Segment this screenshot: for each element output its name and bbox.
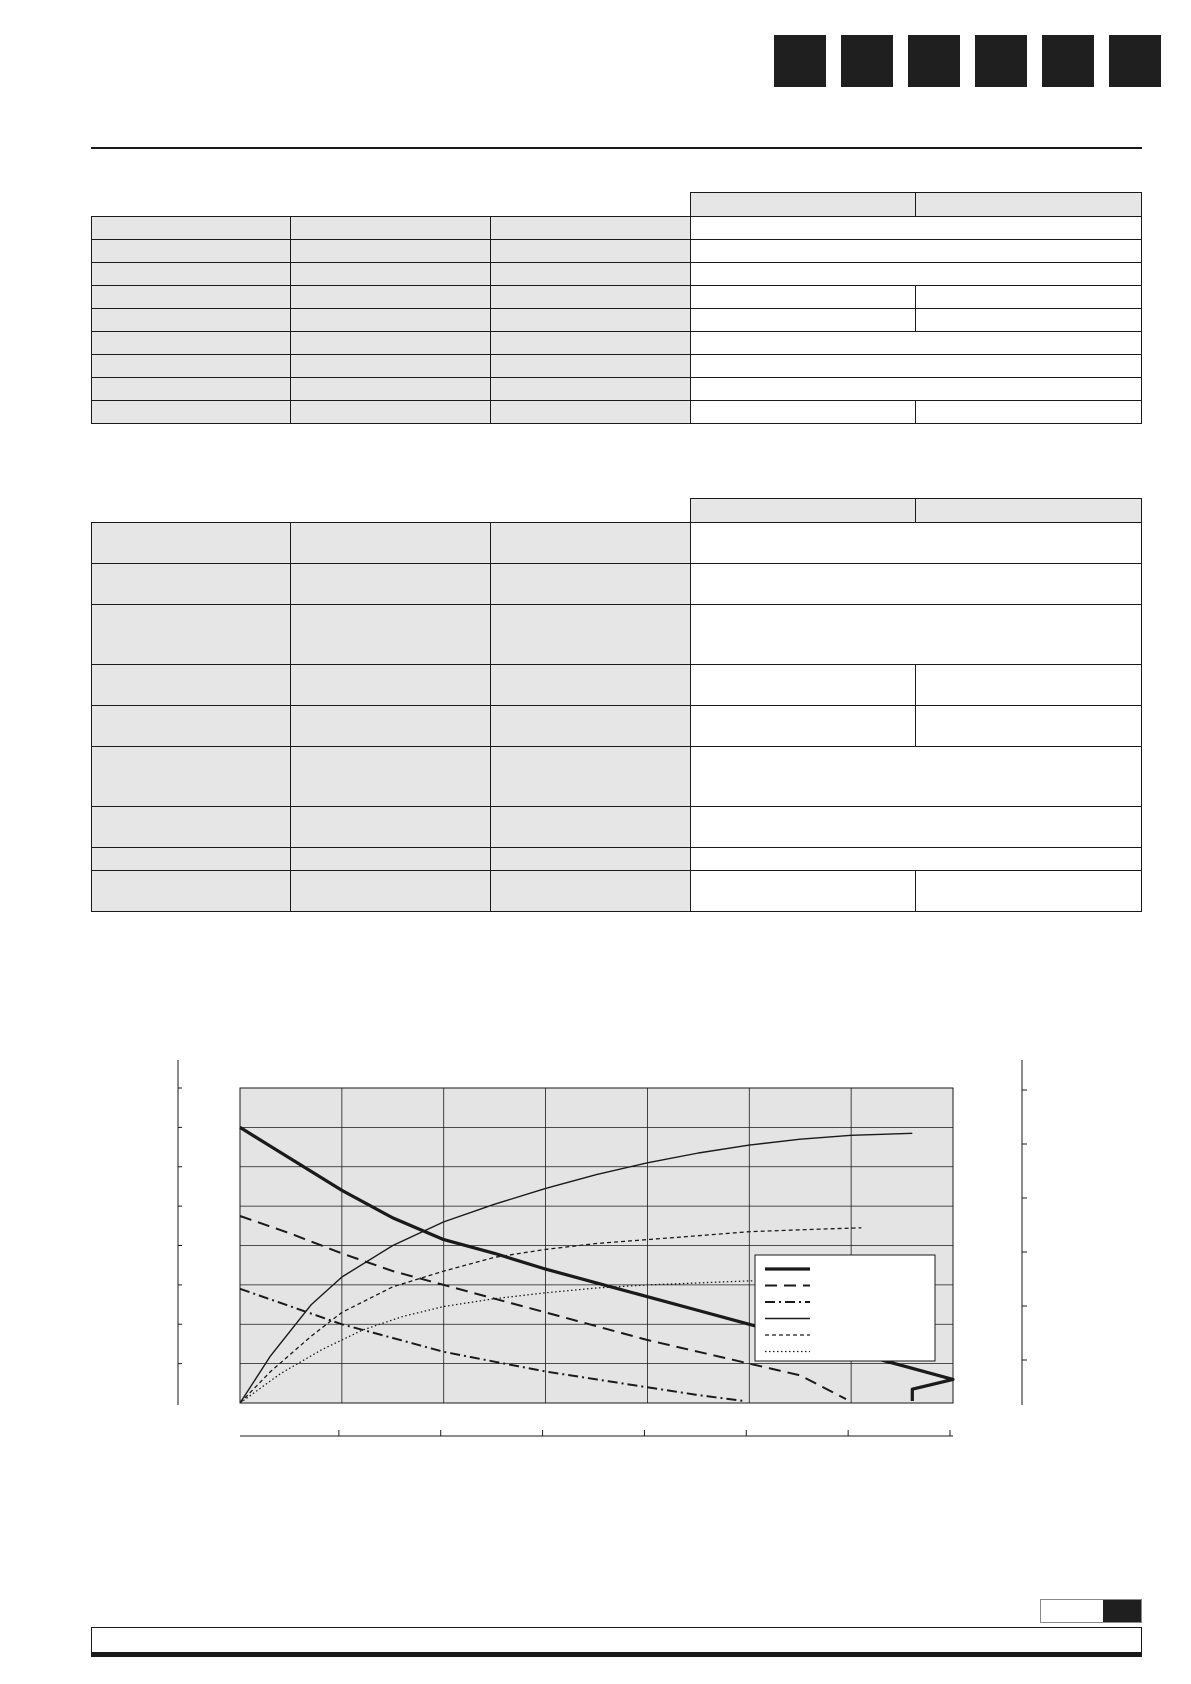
table-cell (291, 309, 491, 332)
header-rule (91, 147, 1142, 149)
table-cell (291, 747, 491, 807)
table-value-cell (691, 309, 916, 332)
language-tab[interactable] (841, 35, 893, 87)
table-cell (491, 706, 691, 747)
language-tab[interactable] (1042, 35, 1094, 87)
table-row (92, 605, 1142, 665)
table-value-cell (691, 706, 916, 747)
table-cell (491, 564, 691, 605)
table-value-cell (916, 401, 1142, 424)
table-cell (92, 378, 291, 401)
table-cell (291, 332, 491, 355)
table-cell (92, 401, 291, 424)
table-cell (491, 665, 691, 706)
table-row (92, 401, 1142, 424)
performance-chart (160, 1055, 1040, 1455)
table-cell (291, 564, 491, 605)
table-row (92, 378, 1142, 401)
table-cell (491, 309, 691, 332)
table-cell (291, 217, 491, 240)
table-cell (291, 286, 491, 309)
table-value-cell (691, 665, 916, 706)
table-value-cell (691, 378, 1142, 401)
table-value-cell (691, 564, 1142, 605)
table-cell (92, 665, 291, 706)
table-cell (92, 217, 291, 240)
table-cell (92, 747, 291, 807)
table-value-cell (691, 523, 1142, 564)
table-header-row (92, 499, 1142, 523)
table-value-cell (691, 286, 916, 309)
table-cell (491, 217, 691, 240)
table-row (92, 523, 1142, 564)
table-value-cell (916, 309, 1142, 332)
table-header-cell (691, 499, 916, 523)
legend-box (755, 1255, 935, 1361)
language-tab[interactable] (975, 35, 1027, 87)
footer-box (91, 1627, 1142, 1653)
table-value-cell (691, 217, 1142, 240)
language-tab[interactable] (908, 35, 960, 87)
page-indicator (1040, 1599, 1142, 1623)
language-tabs (774, 35, 1161, 87)
table-header-spacer (92, 193, 691, 217)
table-cell (491, 848, 691, 871)
table-value-cell (691, 263, 1142, 286)
table-cell (491, 523, 691, 564)
table-cell (291, 605, 491, 665)
table-row (92, 706, 1142, 747)
table-cell (92, 871, 291, 912)
table-cell (291, 848, 491, 871)
table-cell (491, 807, 691, 848)
table-cell (491, 332, 691, 355)
table-cell (491, 263, 691, 286)
table-header-row (92, 193, 1142, 217)
table-cell (291, 871, 491, 912)
table-cell (291, 378, 491, 401)
page-indicator-fill (1103, 1600, 1141, 1622)
table-value-cell (691, 848, 1142, 871)
table-cell (92, 309, 291, 332)
technical-data-table-1 (91, 192, 1142, 424)
table-cell (92, 564, 291, 605)
table-cell (92, 523, 291, 564)
table-cell (92, 605, 291, 665)
table-value-cell (916, 706, 1142, 747)
table-row (92, 848, 1142, 871)
table-cell (291, 523, 491, 564)
language-tab[interactable] (774, 35, 826, 87)
table-header-cell (916, 193, 1142, 217)
table-cell (92, 332, 291, 355)
table-cell (491, 378, 691, 401)
table-cell (491, 240, 691, 263)
table-row (92, 309, 1142, 332)
table-cell (92, 286, 291, 309)
table-value-cell (691, 355, 1142, 378)
table-row (92, 747, 1142, 807)
table-cell (92, 240, 291, 263)
table-row (92, 355, 1142, 378)
table-cell (291, 706, 491, 747)
table-cell (291, 240, 491, 263)
table-cell (491, 401, 691, 424)
table-cell (92, 807, 291, 848)
table-cell (491, 355, 691, 378)
table-cell (92, 355, 291, 378)
table-header-spacer (92, 499, 691, 523)
table-header-cell (916, 499, 1142, 523)
table-value-cell (916, 665, 1142, 706)
table-cell (491, 747, 691, 807)
table-cell (491, 286, 691, 309)
table-row (92, 286, 1142, 309)
footer-rule (91, 1653, 1142, 1657)
table-cell (92, 706, 291, 747)
table-cell (291, 355, 491, 378)
table-value-cell (691, 240, 1142, 263)
table-value-cell (691, 747, 1142, 807)
table-cell (291, 807, 491, 848)
table-row (92, 807, 1142, 848)
table-cell (92, 848, 291, 871)
table-row (92, 871, 1142, 912)
table-cell (291, 401, 491, 424)
language-tab[interactable] (1109, 35, 1161, 87)
table-cell (92, 263, 291, 286)
table-value-cell (691, 401, 916, 424)
table-value-cell (691, 332, 1142, 355)
table-row (92, 665, 1142, 706)
table-cell (491, 605, 691, 665)
table-cell (291, 263, 491, 286)
table-row (92, 217, 1142, 240)
table-value-cell (916, 286, 1142, 309)
table-value-cell (691, 871, 916, 912)
table-value-cell (691, 807, 1142, 848)
table-cell (291, 665, 491, 706)
table-cell (491, 871, 691, 912)
table-value-cell (916, 871, 1142, 912)
table-row (92, 564, 1142, 605)
table-row (92, 332, 1142, 355)
chart-legend (755, 1255, 935, 1361)
table-row (92, 240, 1142, 263)
table-header-cell (691, 193, 916, 217)
table-value-cell (691, 605, 1142, 665)
table-row (92, 263, 1142, 286)
technical-data-table-2 (91, 498, 1142, 912)
